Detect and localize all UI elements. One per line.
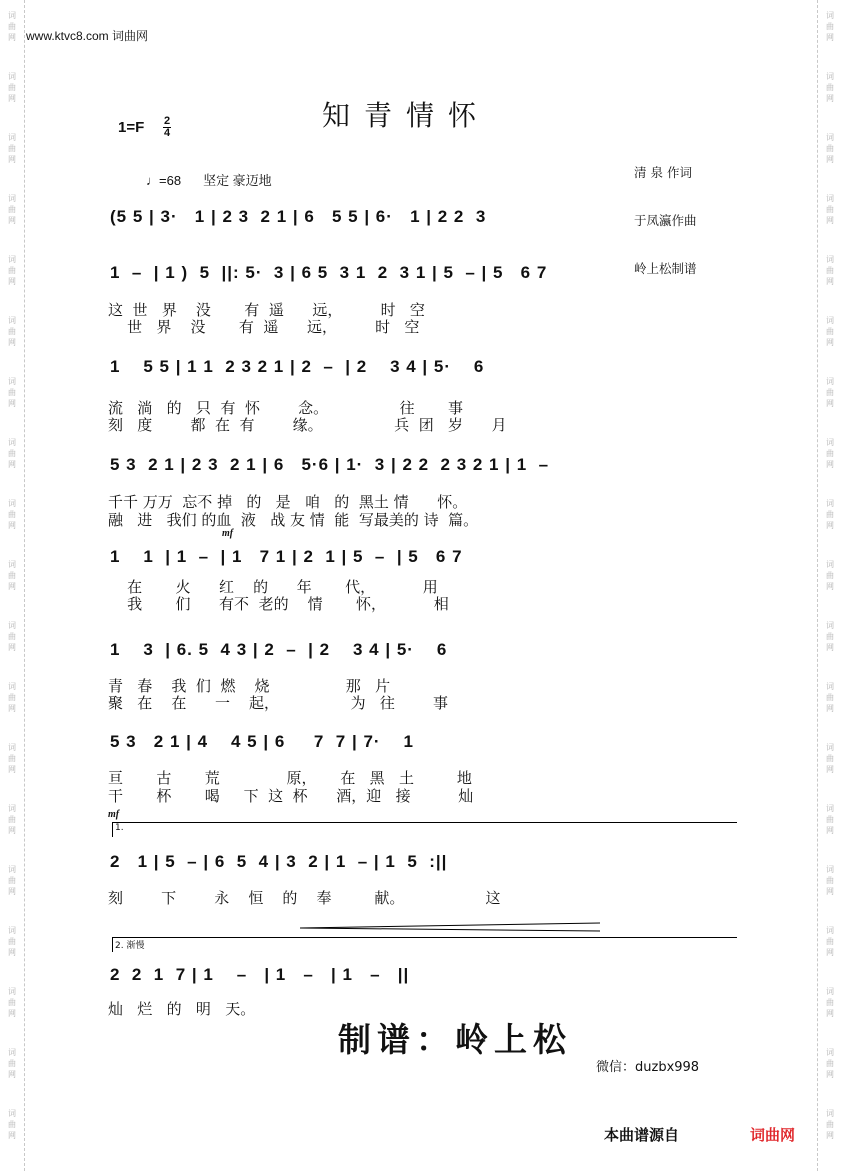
side-watermark-mark: 词 曲 网 — [8, 1048, 16, 1079]
side-watermark-mark: 词 曲 网 — [8, 987, 16, 1018]
notes-system-5: 1 1 | 1 – | 1 7 1 | 2 1 | 5 – | 5 6 7 — [110, 547, 463, 566]
time-signature-bottom: 4 — [163, 127, 171, 139]
side-watermark-mark: 词 曲 网 — [8, 1109, 16, 1140]
side-watermark-mark: 词 曲 网 — [8, 621, 16, 652]
side-watermark-mark: 词 曲 网 — [8, 316, 16, 347]
site-watermark: www.ktvc8.com 词曲网 — [26, 29, 149, 43]
composer-credit: 于凤瀛作曲 — [634, 213, 697, 228]
dynamic-mark-2: mf — [108, 809, 120, 820]
side-watermark-mark: 词 曲 网 — [8, 133, 16, 164]
time-signature-top: 2 — [163, 115, 171, 127]
side-watermark-mark: 词 曲 网 — [826, 926, 834, 957]
lyrics-system-2-verse-1: 这 世 界 没 有 遥 远， 时 空 — [108, 301, 425, 319]
expression-mark: 坚定 豪迈地 — [203, 173, 272, 188]
side-watermark-mark: 词 曲 网 — [826, 1109, 834, 1140]
side-watermark-mark: 词 曲 网 — [826, 438, 834, 469]
notes-system-1: (5 5 | 3· 1 | 2 3 2 1 | 6 5 5 | 6· 1 | 2 2 3 — [110, 207, 487, 226]
lyrics-system-9: 灿 烂 的 明 天。 — [108, 1000, 256, 1018]
side-watermark-mark: 词 曲 网 — [8, 926, 16, 957]
side-watermark-mark: 词 曲 网 — [826, 377, 834, 408]
side-watermark-mark: 词 曲 网 — [826, 316, 834, 347]
lyrics-system-4-verse-2: 融 进 我们 的血 液 战 友 情 能 写最美的 诗 篇。 — [108, 511, 479, 529]
decrescendo-mark — [300, 920, 602, 934]
left-watermark-strip — [0, 0, 25, 1171]
side-watermark-mark: 词 曲 网 — [826, 621, 834, 652]
lyrics-system-4-verse-1: 千千 万万 忘不 掉 的 是 咱 的 黑土 情 怀。 — [108, 493, 468, 511]
side-watermark-mark: 词 曲 网 — [8, 865, 16, 896]
lyrics-system-5-verse-2: 我 们 有不 老的 情 怀， 相 — [108, 595, 449, 613]
lyrics-system-6-verse-2: 聚 在 在 一 起， 为 往 事 — [108, 694, 449, 712]
wechat-id: 微信：duzbx998 — [596, 1060, 700, 1075]
side-watermark-mark: 词 曲 网 — [826, 987, 834, 1018]
side-watermark-mark: 词 曲 网 — [8, 11, 16, 42]
transcriber-credit: 岭上松制谱 — [634, 261, 697, 276]
lyrics-system-3-verse-1: 流 淌 的 只 有 怀 念。 往 事 — [108, 399, 464, 417]
side-watermark-mark: 词 曲 网 — [826, 682, 834, 713]
transcriber-signature: 制谱：岭上松 — [338, 1020, 572, 1059]
side-watermark-mark: 词 曲 网 — [8, 743, 16, 774]
first-ending-bracket: 1. — [112, 822, 737, 837]
lyrics-system-7-verse-2: 干 杯 喝 下 这 杯 酒，迎 接 灿 — [108, 787, 474, 805]
lyricist-credit: 清 泉 作词 — [634, 165, 692, 180]
side-watermark-mark: 词 曲 网 — [826, 133, 834, 164]
side-watermark-mark: 词 曲 网 — [8, 194, 16, 225]
tempo-mark: ♩=68 — [146, 173, 182, 188]
side-watermark-mark: 词 曲 网 — [826, 804, 834, 835]
side-watermark-mark: 词 曲 网 — [826, 865, 834, 896]
lyrics-system-3-verse-2: 刻 度 都 在 有 缘。 兵 团 岁 月 — [108, 416, 507, 434]
source-label: 本曲谱源自 — [604, 1126, 680, 1144]
side-watermark-mark: 词 曲 网 — [8, 438, 16, 469]
side-watermark-mark: 词 曲 网 — [826, 499, 834, 530]
lyrics-system-8: 刻 下 永 恒 的 奉 献。 这 — [108, 889, 501, 907]
notes-system-9: 2 2 1 7 | 1 – | 1 – | 1 – || — [110, 965, 410, 984]
tempo-line — [146, 170, 272, 189]
side-watermark-mark: 词 曲 网 — [826, 11, 834, 42]
side-watermark-mark: 词 曲 网 — [8, 255, 16, 286]
side-watermark-mark: 词 曲 网 — [8, 560, 16, 591]
right-watermark-strip — [817, 0, 842, 1171]
lyrics-system-2-verse-2: 世 界 没 有 遥 远， 时 空 — [108, 318, 420, 336]
side-watermark-mark: 词 曲 网 — [8, 499, 16, 530]
notes-system-3: 1 5 5 | 1 1 2 3 2 1 | 2 – | 2 3 4 | 5· 6 — [110, 357, 485, 376]
side-watermark-mark: 词 曲 网 — [826, 743, 834, 774]
notes-system-2: 1 – | 1 ) 5 ||: 5· 3 | 6 5 3 1 2 3 1 | 5 – | 5 6 7 — [110, 263, 548, 282]
side-watermark-mark: 词 曲 网 — [8, 804, 16, 835]
side-watermark-mark: 词 曲 网 — [826, 194, 834, 225]
side-watermark-mark: 词 曲 网 — [826, 72, 834, 103]
side-watermark-mark: 词 曲 网 — [826, 1048, 834, 1079]
notes-system-7: 5 3 2 1 | 4 4 5 | 6 7 7 | 7· 1 — [110, 732, 414, 751]
notes-system-4: 5 3 2 1 | 2 3 2 1 | 6 5·6 | 1· 3 | 2 2 2 3 2 1 | 1 – — [110, 455, 550, 474]
dynamic-mark-1: mf — [222, 528, 234, 539]
second-ending-bracket: 2. 渐慢 — [112, 937, 737, 952]
lyrics-system-5-verse-1: 在 火 红 的 年 代， 用 — [108, 578, 438, 596]
time-signature — [163, 116, 171, 139]
side-watermark-mark: 词 曲 网 — [8, 377, 16, 408]
song-title: 知青情怀 — [322, 99, 491, 132]
source-brand-link[interactable]: 词曲网 — [750, 1126, 796, 1144]
side-watermark-mark: 词 曲 网 — [826, 255, 834, 286]
lyrics-system-7-verse-1: 亘 古 荒 原， 在 黑 土 地 — [108, 769, 472, 787]
side-watermark-mark: 词 曲 网 — [8, 682, 16, 713]
lyrics-system-6-verse-1: 青 春 我 们 燃 烧 那 片 — [108, 677, 391, 695]
notes-system-8: 2 1 | 5 – | 6 5 4 | 3 2 | 1 – | 1 5 :|| — [110, 852, 448, 871]
credits — [634, 133, 697, 293]
key-signature: 1=F — [118, 119, 145, 136]
side-watermark-mark: 词 曲 网 — [826, 560, 834, 591]
notes-system-6: 1 3 | 6. 5 4 3 | 2 – | 2 3 4 | 5· 6 — [110, 640, 448, 659]
side-watermark-mark: 词 曲 网 — [8, 72, 16, 103]
